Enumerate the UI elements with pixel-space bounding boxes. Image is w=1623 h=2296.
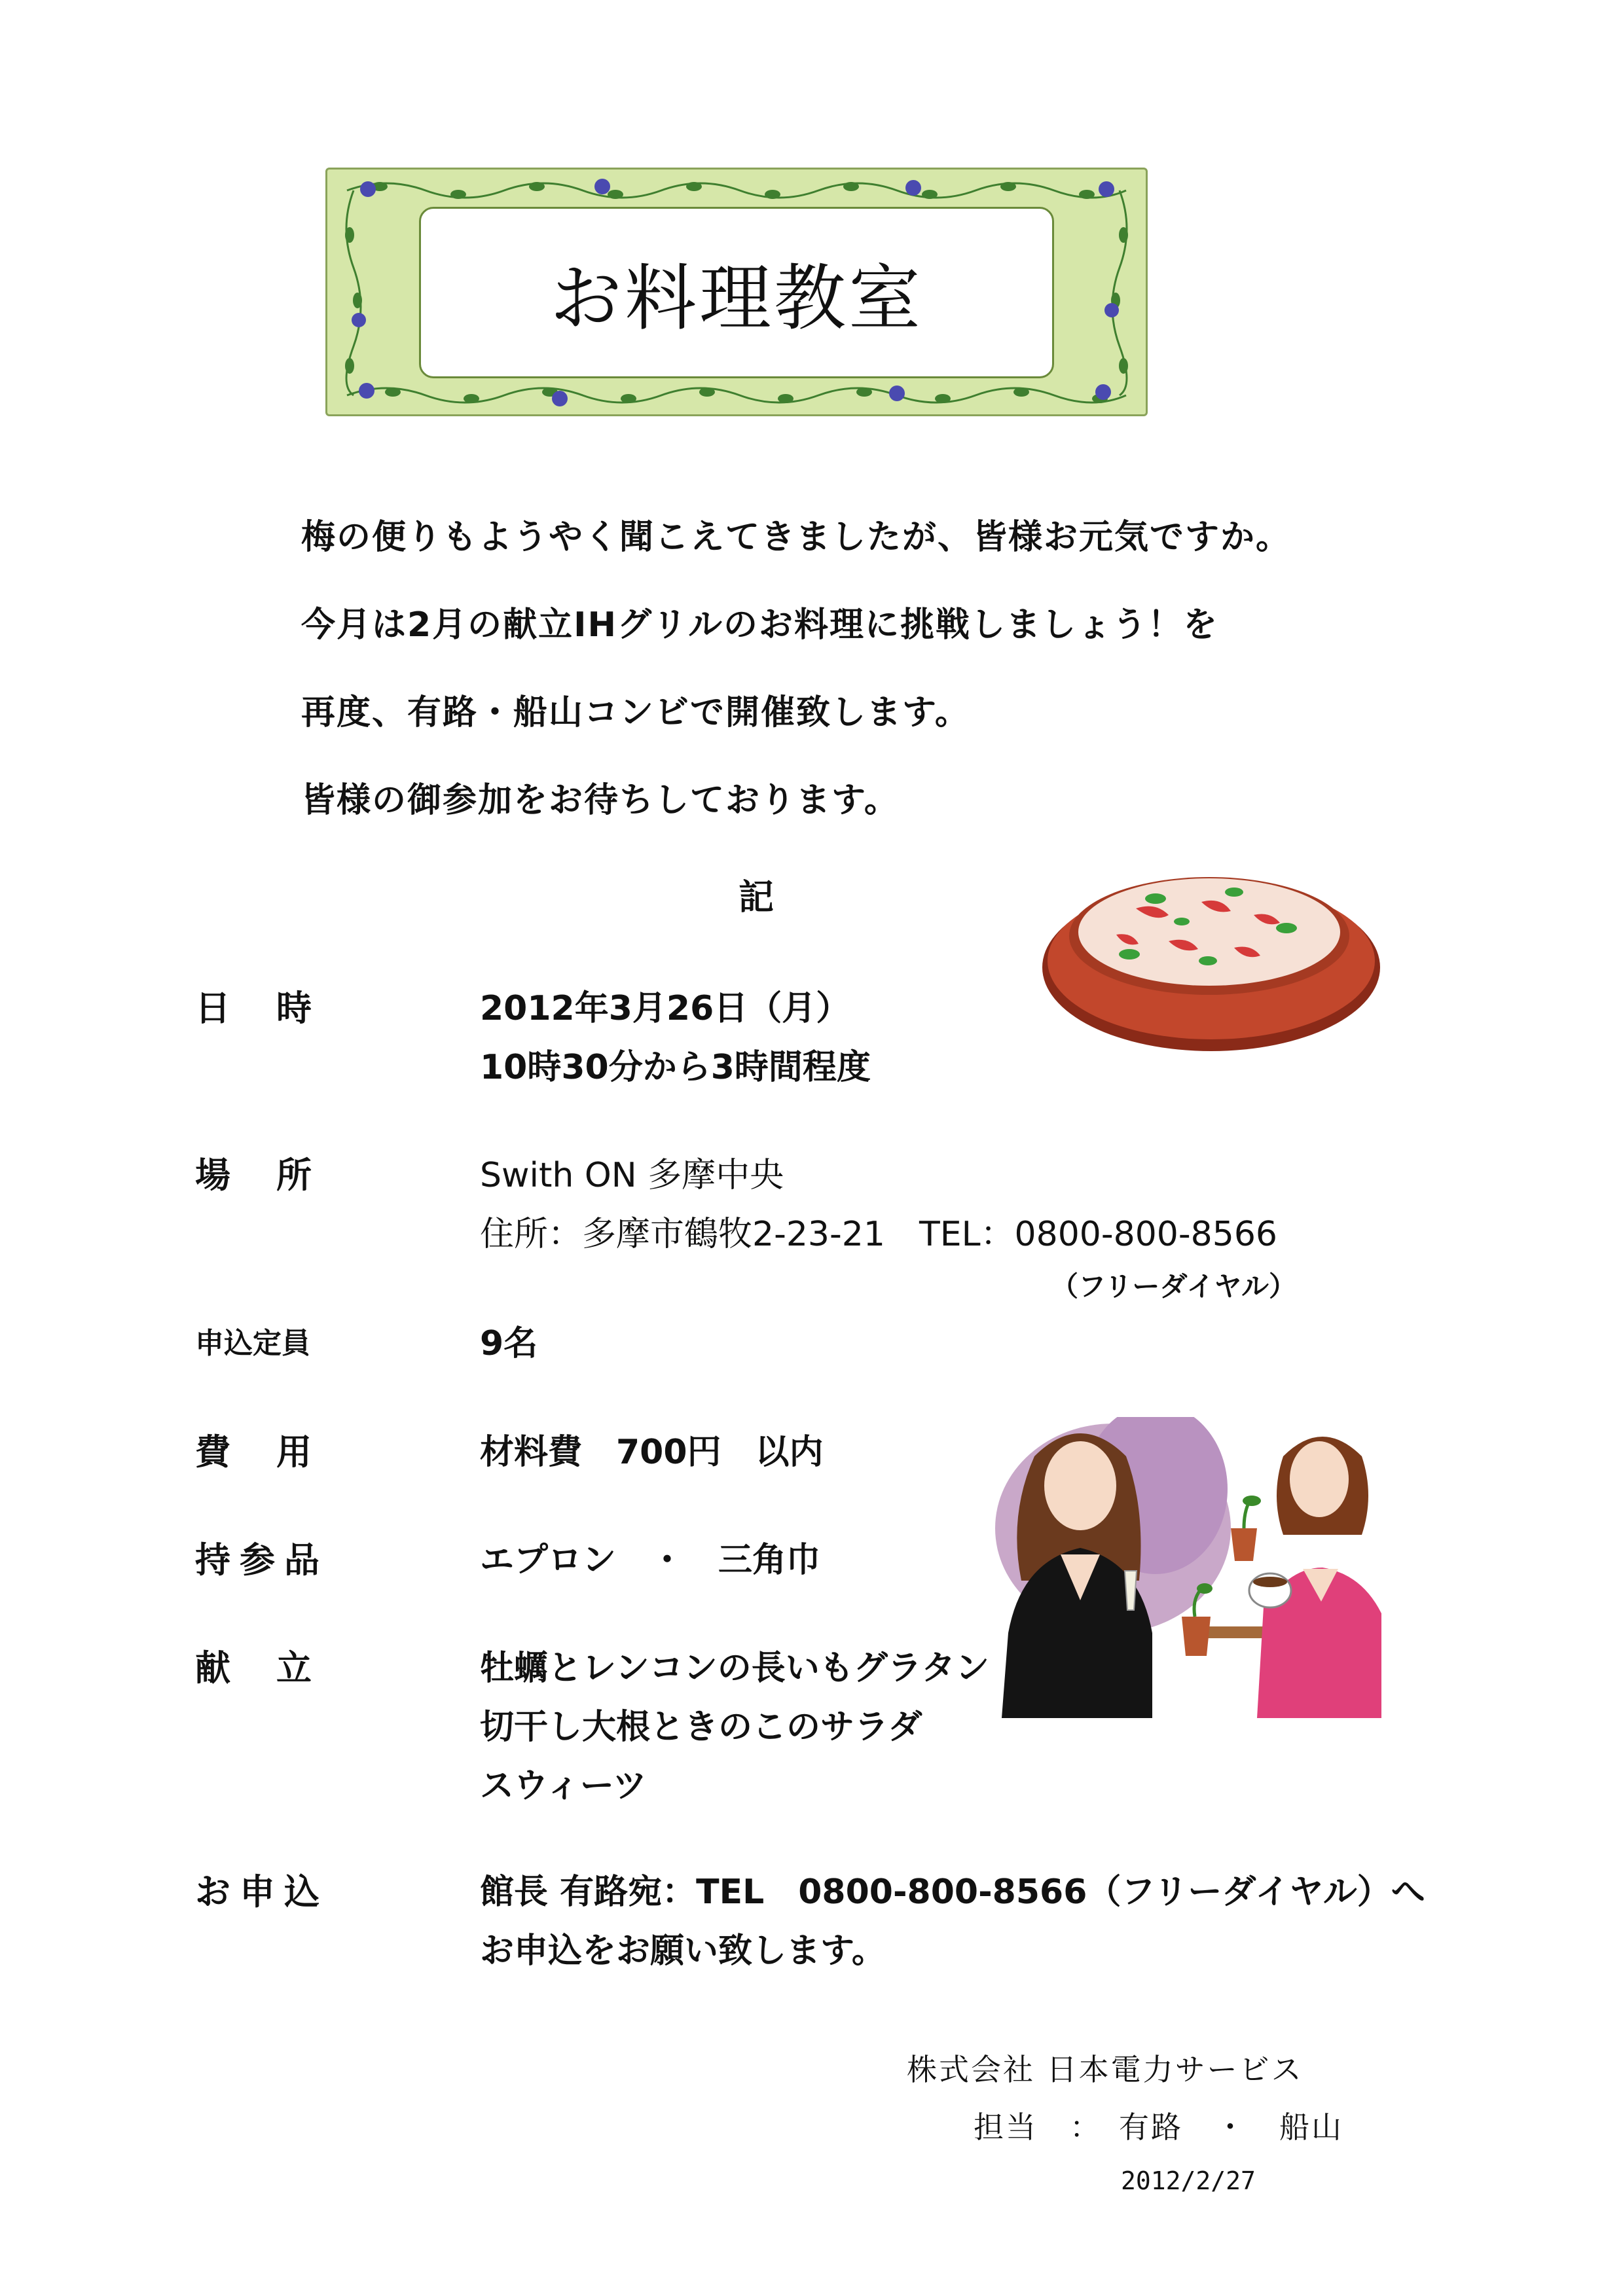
women-with-drinks-illustration bbox=[982, 1417, 1401, 1718]
menu-label: 献立 bbox=[195, 1647, 357, 1689]
datetime-time: 10時30分から3時間程度 bbox=[480, 1048, 871, 1087]
intro-line-4: 皆様の御参加をお待ちしております。 bbox=[301, 781, 900, 820]
bring-value: エプロン ・ 三角巾 bbox=[480, 1541, 821, 1580]
title-box bbox=[419, 207, 1054, 378]
cost-label: 費用 bbox=[195, 1431, 357, 1473]
apply-line-1: 館長 有路宛：TEL 0800-800-8566（フリーダイヤル）へ bbox=[480, 1873, 1425, 1912]
intro-line-2: 今月は2月の献立IHグリルのお料理に挑戦しましょう！を bbox=[301, 605, 1219, 645]
intro-line-3: 再度、有路・船山コンビで開催致します。 bbox=[301, 693, 970, 732]
place-label: 場所 bbox=[195, 1155, 357, 1196]
menu-item: 切干し大根ときのこのサラダ bbox=[480, 1708, 922, 1747]
place-name: Swith ON 多摩中央 bbox=[480, 1156, 784, 1195]
cost-value: 材料費 700円 以内 bbox=[480, 1433, 824, 1472]
apply-label: お申込 bbox=[195, 1871, 329, 1912]
document-date: 2012/2/27 bbox=[1121, 2166, 1256, 2195]
capacity-label: 申込定員 bbox=[195, 1327, 310, 1360]
menu-item: スウィーツ bbox=[480, 1767, 647, 1806]
ki-heading: 記 bbox=[739, 876, 774, 918]
place-address: 住所：多摩市鶴牧2-23-21 TEL：0800-800-8566 bbox=[480, 1215, 1277, 1254]
contact-persons: 担当 ： 有路 ・ 船山 bbox=[974, 2109, 1343, 2145]
intro-line-1: 梅の便りもようやく聞こえてきましたが、皆様お元気ですか。 bbox=[301, 518, 1292, 557]
capacity-value: 9名 bbox=[480, 1324, 538, 1363]
apply-line-2: お申込をお願い致します。 bbox=[480, 1931, 886, 1971]
place-note: （フリーダイヤル） bbox=[1051, 1270, 1297, 1302]
pizza-illustration bbox=[1038, 863, 1388, 1059]
page-title: お料理教室 bbox=[550, 257, 923, 340]
menu-item: 牡蠣とレンコンの長いもグラタン bbox=[480, 1649, 990, 1688]
datetime-date: 2012年3月26日（月） bbox=[480, 989, 850, 1028]
datetime-label: 日時 bbox=[195, 988, 357, 1029]
company-name: 株式会社 日本電力サービス bbox=[907, 2052, 1304, 2087]
bring-label: 持参品 bbox=[195, 1539, 329, 1581]
title-frame bbox=[325, 168, 1148, 416]
